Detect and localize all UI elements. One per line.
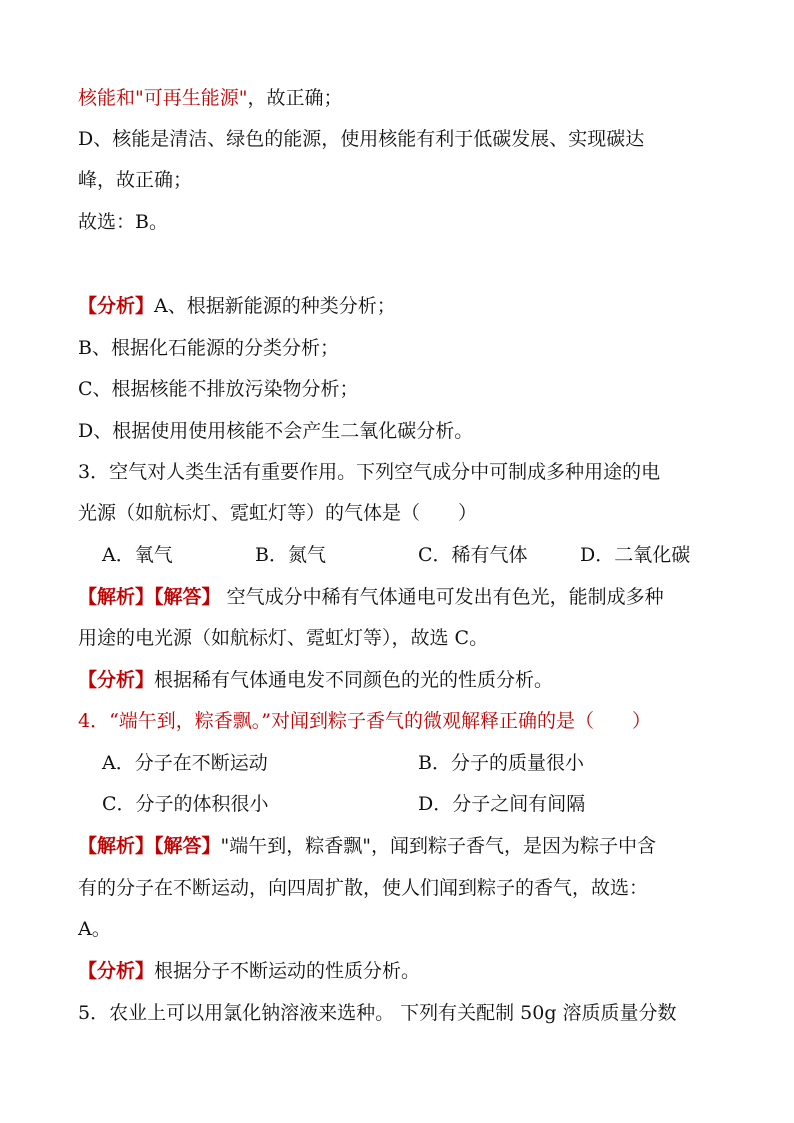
analysis2-b: B、根据化石能源的分类分析； — [78, 337, 339, 359]
q3-fenxi — [78, 667, 553, 693]
q3-jieda-line-1 — [78, 584, 664, 610]
analysis2-a-text: A、根据新能源的种类分析； — [154, 295, 396, 317]
q3-option-c: C．稀有气体 — [418, 544, 528, 566]
q4-option-b: B．分子的质量很小 — [418, 752, 584, 774]
q4-jieda-text-1: "端午到，粽香飘"，闻到粽子香气，是因为粽子中含 — [220, 835, 657, 857]
prev-answer: 故选：B。 — [78, 211, 168, 233]
q5-stem-line-1: 5．农业上可以用氯化钠溶液来选种。 下列有关配制 50g 溶质质量分数 — [78, 1002, 677, 1024]
prev-line-1 — [78, 85, 343, 111]
q4-fenxi-text: 根据分子不断运动的性质分析。 — [154, 960, 421, 982]
analysis2-d: D、根据使用使用核能不会产生二氧化碳分析。 — [78, 420, 474, 442]
q4-fenxi-tag: 【分析】 — [78, 960, 155, 982]
q4-jiexi-tag: 【解析】 — [78, 835, 155, 857]
q3-option-d: D．二氧化碳 — [580, 544, 691, 566]
q4-jieda-line-2: 有的分子在不断运动，向四周扩散，使人们闻到粽子的香气，故选： — [78, 877, 649, 899]
q4-option-c: C．分子的体积很小 — [102, 793, 269, 815]
q4-fenxi — [78, 958, 420, 984]
q3-fenxi-text: 根据稀有气体通电发不同颜色的光的性质分析。 — [154, 669, 554, 691]
q3-option-a: A．氧气 — [102, 544, 173, 566]
q4-stem: 4．“端午到，粽香飘。”对闻到粽子香气的微观解释正确的是（ ） — [78, 710, 652, 732]
prev-line-1-red: 核能和"可再生能源" — [78, 87, 248, 109]
q3-option-b: B．氮气 — [255, 544, 326, 566]
q3-jieda-tag: 【解答】 — [154, 586, 221, 608]
analysis2-c: C、根据核能不排放污染物分析； — [78, 378, 359, 400]
q4-jieda-line-1 — [78, 833, 656, 859]
q3-fenxi-tag: 【分析】 — [78, 669, 155, 691]
prev-line-1-tail: ，故正确； — [247, 87, 343, 109]
analysis2-a — [78, 293, 396, 319]
q3-jieda-text-1: 空气成分中稀有气体通电可发出有色光，能制成多种 — [220, 586, 664, 608]
q4-option-a: A．分子在不断运动 — [102, 752, 268, 774]
q3-jiexi-tag: 【解析】 — [78, 586, 155, 608]
q4-jieda-line-3: A。 — [78, 918, 111, 940]
q3-stem-line-1: 3．空气对人类生活有重要作用。下列空气成分中可制成多种用途的电 — [78, 461, 661, 483]
analysis2-tag: 【分析】 — [78, 295, 155, 317]
q4-jieda-tag: 【解答】 — [154, 835, 221, 857]
q3-jieda-line-2: 用途的电光源（如航标灯、霓虹灯等），故选 C。 — [78, 627, 489, 649]
prev-option-d-line-1: D、核能是清洁、绿色的能源，使用核能有利于低碳发展、实现碳达 — [78, 128, 645, 150]
q4-option-d: D．分子之间有间隔 — [418, 793, 586, 815]
q3-stem-line-2: 光源（如航标灯、霓虹灯等）的气体是（ ） — [78, 502, 478, 524]
prev-option-d-line-2: 峰，故正确； — [78, 169, 193, 191]
